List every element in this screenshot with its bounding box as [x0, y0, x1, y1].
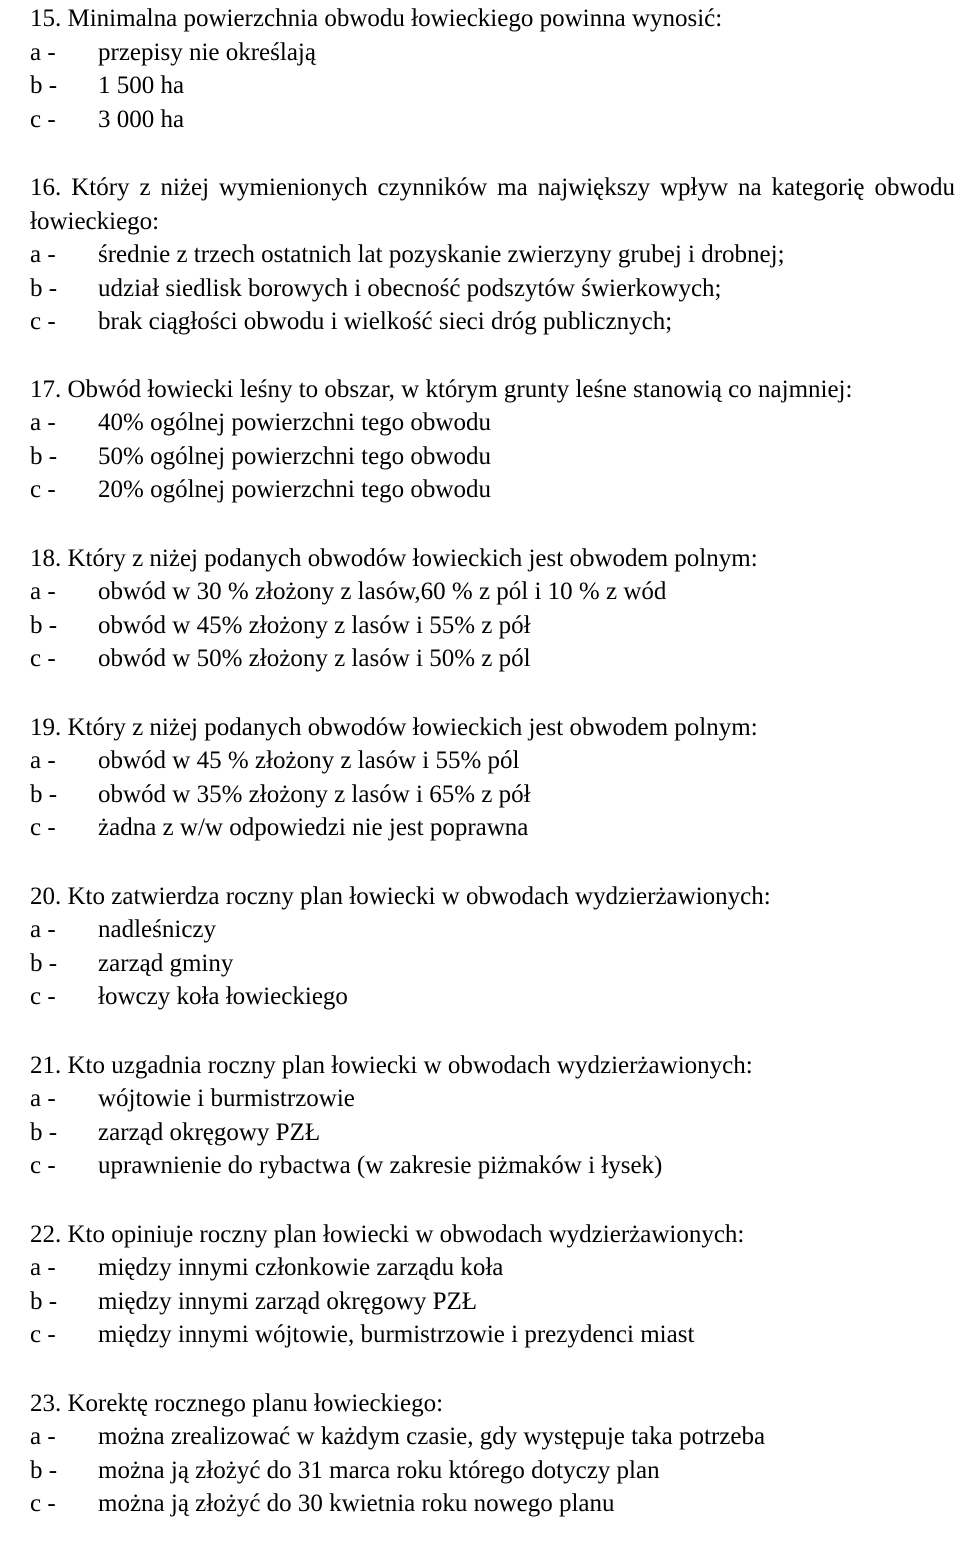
answer-text: 1 500 ha [98, 72, 185, 99]
answer-text: brak ciągłości obwodu i wielkość sieci dróg publicznych; [98, 308, 673, 335]
answer-option [30, 744, 955, 778]
answer-option [30, 575, 955, 609]
answer-option [30, 811, 955, 845]
question-15 [30, 2, 955, 136]
answer-option [30, 440, 955, 474]
answer-text: 50% ogólnej powierzchni tego obwodu [98, 442, 491, 470]
question-text [30, 1218, 955, 1252]
answer-text: można ją złożyć do 30 kwietnia roku nowego planu [98, 1490, 615, 1517]
answer-option [30, 1149, 955, 1183]
answer-option [30, 1285, 955, 1319]
answer-option [30, 642, 955, 676]
answer-letter: a - [30, 409, 56, 436]
question-number: 19. [30, 713, 62, 741]
question-text [30, 1387, 955, 1421]
answer-text: 40% ogólnej powierzchni tego obwodu [98, 409, 491, 436]
answer-text: zarząd gminy [98, 949, 234, 977]
answer-text: można zrealizować w każdym czasie, gdy występuje taka potrzeba [98, 1423, 766, 1450]
quiz-document [30, 2, 955, 1556]
question-prompt: Minimalna powierzchnia obwodu łowieckiego powinna wynosić: [67, 5, 723, 32]
answer-letter: c - [30, 476, 56, 503]
answer-letter: a - [30, 241, 56, 268]
question-prompt: Kto zatwierdza roczny plan łowiecki w obwodach wydzierżawionych: [67, 882, 771, 910]
question-text [30, 2, 955, 36]
answer-letter: a - [30, 1254, 56, 1281]
answer-option [30, 947, 955, 981]
answer-text: żadna z w/w odpowiedzi nie jest poprawna [98, 814, 529, 841]
answer-text: przepisy nie określają [98, 38, 316, 66]
question-number: 20. [30, 882, 62, 910]
question-text [30, 373, 955, 407]
answer-letter: c - [30, 645, 56, 672]
answer-option [30, 1454, 955, 1488]
question-number: 21. [30, 1051, 62, 1079]
question-prompt: Który z niżej podanych obwodów łowieckich jest obwodem polnym: [67, 544, 758, 572]
question-text [30, 880, 955, 914]
answer-letter: a - [30, 578, 56, 605]
question-22 [30, 1218, 955, 1352]
answer-letter: c - [30, 983, 56, 1010]
question-prompt: Który z niżej podanych obwodów łowieckich jest obwodem polnym: [67, 713, 758, 741]
answer-letter: b - [30, 274, 58, 302]
answer-text: obwód w 45% złożony z lasów i 55% z pół [98, 611, 531, 639]
answer-text: wójtowie i burmistrzowie [98, 1085, 355, 1112]
answer-option [30, 1318, 955, 1352]
answer-letter: c - [30, 308, 56, 335]
answer-option [30, 36, 955, 70]
answer-letter: c - [30, 1152, 56, 1179]
answer-letter: c - [30, 105, 56, 133]
answer-letter: c - [30, 814, 56, 841]
answer-text: obwód w 30 % złożony z lasów,60 % z pól i 10 % z wód [98, 578, 667, 605]
question-number: 22. [30, 1220, 62, 1248]
question-number: 17. [30, 375, 62, 403]
answer-letter: b - [30, 611, 58, 639]
answer-letter: b - [30, 949, 58, 977]
question-20 [30, 880, 955, 1014]
answer-option [30, 1420, 955, 1454]
answer-letter: b - [30, 1456, 58, 1484]
question-17 [30, 373, 955, 507]
answer-option [30, 778, 955, 812]
answer-text: między innymi wójtowie, burmistrzowie i prezydenci miast [98, 1321, 695, 1348]
answer-option [30, 609, 955, 643]
answer-text: łowczy koła łowieckiego [98, 983, 348, 1010]
answer-text: udział siedlisk borowych i obecność podszytów świerkowych; [98, 274, 722, 302]
answer-option [30, 1116, 955, 1150]
answer-letter: b - [30, 442, 58, 470]
answer-letter: c - [30, 1321, 56, 1348]
answer-text: średnie z trzech ostatnich lat pozyskanie zwierzyny grubej i drobnej; [98, 241, 785, 268]
question-prompt: Korektę rocznego planu łowieckiego: [67, 1389, 444, 1417]
answer-text: 3 000 ha [98, 105, 185, 133]
answer-letter: b - [30, 780, 58, 808]
answer-text: między innymi zarząd okręgowy PZŁ [98, 1287, 478, 1315]
answer-option [30, 473, 955, 507]
answer-letter: b - [30, 1287, 58, 1315]
answer-text: obwód w 45 % złożony z lasów i 55% pól [98, 747, 520, 774]
answer-option [30, 272, 955, 306]
answer-letter: a - [30, 747, 56, 774]
answer-text: między innymi członkowie zarządu koła [98, 1254, 504, 1281]
answer-option [30, 1082, 955, 1116]
question-number: 23. [30, 1389, 62, 1417]
answer-text: można ją złożyć do 31 marca roku którego dotyczy plan [98, 1456, 660, 1484]
answer-text: uprawnienie do rybactwa (w zakresie piżmaków i łysek) [98, 1152, 663, 1179]
answer-letter: b - [30, 72, 58, 99]
question-23 [30, 1387, 955, 1521]
question-number: 16. [30, 174, 62, 201]
question-21 [30, 1049, 955, 1183]
answer-text: 20% ogólnej powierzchni tego obwodu [98, 476, 491, 503]
answer-text: nadleśniczy [98, 916, 217, 943]
answer-letter: a - [30, 1085, 56, 1112]
answer-letter: a - [30, 38, 56, 66]
question-number: 18. [30, 544, 62, 572]
answer-letter: b - [30, 1118, 58, 1146]
question-16 [30, 171, 955, 339]
question-prompt: Kto opiniuje roczny plan łowiecki w obwodach wydzierżawionych: [67, 1220, 745, 1248]
answer-option [30, 103, 955, 137]
answer-option [30, 238, 955, 272]
answer-letter: c - [30, 1490, 56, 1517]
question-prompt: Który z niżej wymienionych czynników ma największy wpływ na kategorię obwodu łowieckiego: [30, 174, 956, 235]
question-prompt: Obwód łowiecki leśny to obszar, w którym grunty leśne stanowią co najmniej: [67, 375, 853, 403]
answer-letter: a - [30, 916, 56, 943]
question-text [30, 1049, 955, 1083]
answer-option [30, 1251, 955, 1285]
answer-option [30, 69, 955, 103]
question-text [30, 171, 955, 238]
answer-option [30, 913, 955, 947]
question-text [30, 711, 955, 745]
question-text [30, 542, 955, 576]
answer-option [30, 1487, 955, 1521]
answer-option [30, 305, 955, 339]
question-prompt: Kto uzgadnia roczny plan łowiecki w obwodach wydzierżawionych: [67, 1051, 753, 1079]
answer-text: obwód w 35% złożony z lasów i 65% z pół [98, 780, 531, 808]
answer-text: obwód w 50% złożony z lasów i 50% z pól [98, 645, 531, 672]
question-18 [30, 542, 955, 676]
answer-letter: a - [30, 1423, 56, 1450]
answer-option [30, 980, 955, 1014]
answer-text: zarząd okręgowy PZŁ [98, 1118, 321, 1146]
question-number: 15. [30, 5, 62, 32]
question-19 [30, 711, 955, 845]
answer-option [30, 406, 955, 440]
